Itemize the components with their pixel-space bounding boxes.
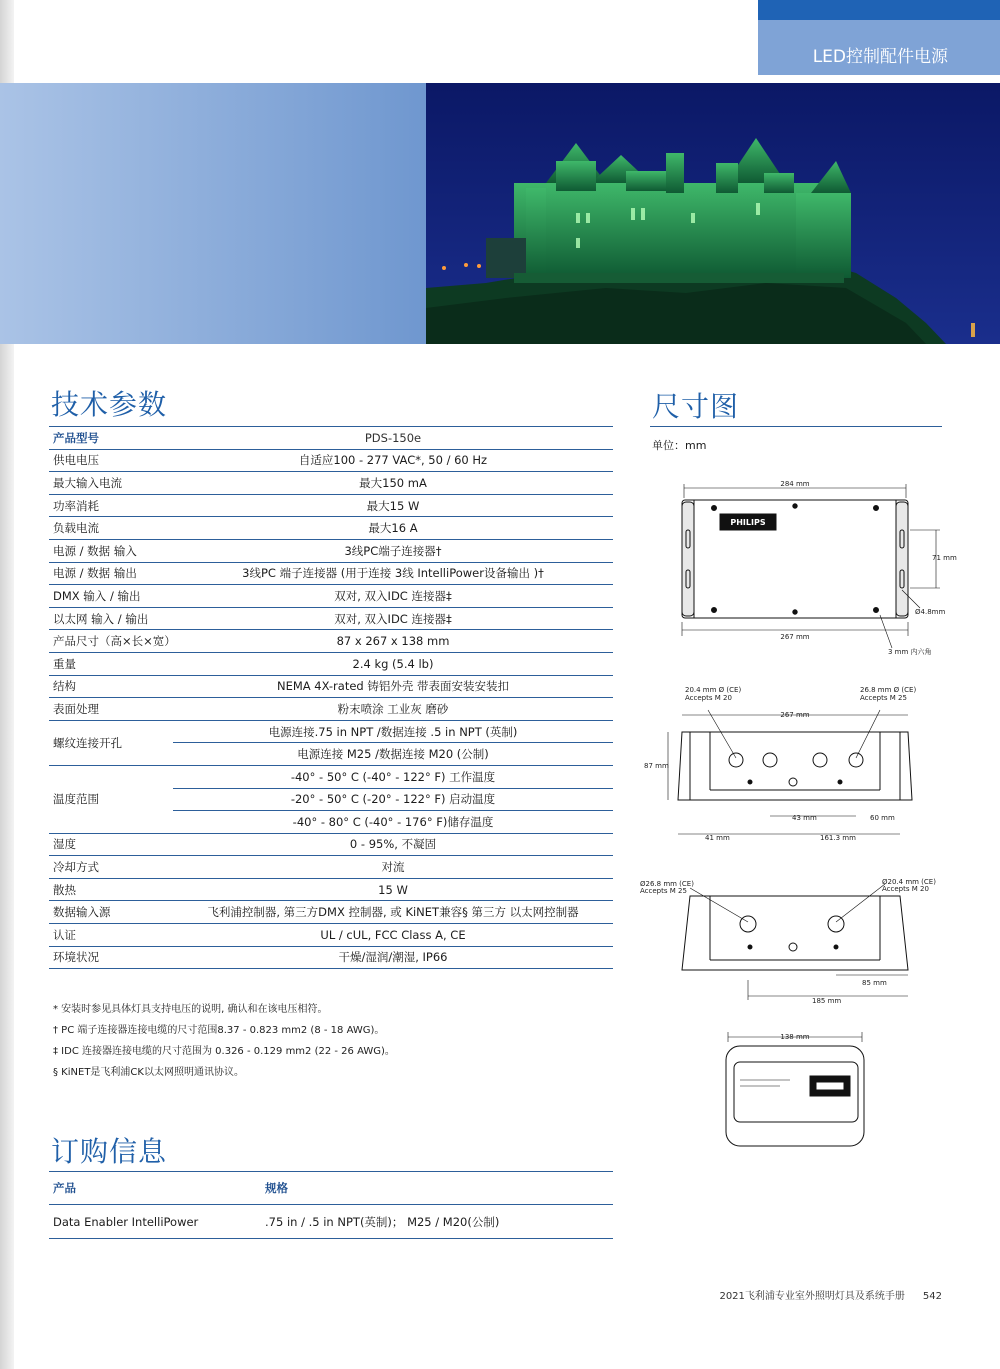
page-number: 542	[922, 1291, 942, 1302]
spec-key: 表面处理	[49, 698, 173, 721]
spec-value: PDS-150e	[173, 427, 613, 450]
table-row	[49, 946, 613, 969]
table-row	[49, 630, 613, 653]
footnote: § KiNET是飞利浦CK以太网照明通讯协议。	[53, 1067, 244, 1078]
dim-side-height: 87 mm	[644, 762, 669, 770]
footnote: * 安装时参见具体灯具支持电压的说明, 确认和在该电压相符。	[53, 1004, 328, 1015]
port-left-accepts: Accepts M 25	[640, 887, 687, 895]
spec-value: -40° - 80° C (-40° - 176° F)储存温度	[173, 811, 613, 834]
dim-85: 85 mm	[862, 979, 887, 987]
spec-value: 电源连接 M25 /数据连接 M20 (公制)	[173, 743, 613, 766]
table-row	[49, 494, 613, 517]
spec-value: -40° - 50° C (-40° - 122° F) 工作温度	[173, 765, 613, 788]
dim-185: 185 mm	[812, 997, 842, 1005]
spec-value: -20° - 50° C (-20° - 122° F) 启动温度	[173, 788, 613, 811]
category-label: LED控制配件电源	[812, 47, 948, 67]
spec-key: 认证	[49, 924, 173, 947]
table-row	[49, 562, 613, 585]
table-row	[49, 1205, 613, 1239]
spec-value: 最大16 A	[173, 517, 613, 540]
dim-43: 43 mm	[792, 814, 817, 822]
order-section-title: 订购信息	[51, 1135, 168, 1168]
banner-color-block	[0, 83, 426, 344]
table-row	[49, 924, 613, 947]
spec-value: 3线PC端子连接器†	[173, 539, 613, 562]
table-row	[49, 585, 613, 608]
spec-key: 湿度	[49, 833, 173, 856]
spec-key: 产品尺寸（高×长×宽）	[49, 630, 173, 653]
port-left-accepts: Accepts M 20	[685, 694, 732, 702]
spec-key: 电源 / 数据 输出	[49, 562, 173, 585]
dim-41: 41 mm	[705, 834, 730, 842]
spec-value: 自适应100 - 277 VAC*, 50 / 60 Hz	[173, 449, 613, 472]
spec-value: 双对, 双入IDC 连接器‡	[173, 607, 613, 630]
dim-top-base: 267 mm	[780, 633, 810, 641]
spec-footnotes	[53, 999, 395, 1083]
end-view	[726, 1032, 864, 1146]
port-right-accepts: Accepts M 20	[882, 885, 929, 893]
dim-side-length: 267 mm	[780, 711, 810, 719]
page-footer	[719, 1287, 942, 1302]
spec-value: 双对, 双入IDC 连接器‡	[173, 585, 613, 608]
spec-value: 干燥/湿润/潮湿, IP66	[173, 946, 613, 969]
table-header-row	[49, 1172, 613, 1205]
drawing-title-rule	[650, 426, 942, 427]
spec-key: 结构	[49, 675, 173, 698]
spec-table	[49, 426, 613, 969]
spec-value: 电源连接.75 in NPT /数据连接 .5 in NPT (英制)	[173, 720, 613, 743]
table-row	[49, 856, 613, 879]
dim-hex: 3 mm 内六角	[888, 648, 932, 656]
table-row	[49, 652, 613, 675]
table-row	[49, 901, 613, 924]
table-row	[49, 720, 613, 743]
spec-key: 环境状况	[49, 946, 173, 969]
dim-161: 161.3 mm	[820, 834, 856, 842]
spec-value: 3线PC 端子连接器 (用于连接 3线 IntelliPower设备输出 )†	[173, 562, 613, 585]
spec-key: 温度范围	[49, 765, 173, 833]
port-right-label: 26.8 mm Ø (CE)	[860, 686, 917, 694]
spec-section-title: 技术参数	[51, 388, 168, 421]
spec-value: 最大150 mA	[173, 472, 613, 495]
dim-hole: Ø4.8mm	[915, 608, 946, 616]
spec-value: UL / cUL, FCC Class A, CE	[173, 924, 613, 947]
spec-key: 冷却方式	[49, 856, 173, 879]
table-row	[49, 427, 613, 450]
order-spec: .75 in / .5 in NPT(英制)； M25 / M20(公制)	[261, 1205, 613, 1239]
port-left-label: 20.4 mm Ø (CE)	[685, 686, 742, 694]
spec-key: 数据输入源	[49, 901, 173, 924]
philips-logo: PHILIPS	[730, 518, 766, 527]
order-product: Data Enabler IntelliPower	[49, 1205, 261, 1239]
spec-value: 0 - 95%, 不凝固	[173, 833, 613, 856]
spec-value: 15 W	[173, 878, 613, 901]
table-row	[49, 449, 613, 472]
drawing-unit: 单位：mm	[652, 439, 707, 452]
table-row	[49, 607, 613, 630]
port-left-label: Ø26.8 mm (CE)	[640, 880, 694, 888]
footnote: ‡ IDC 连接器连接电缆的尺寸范围为 0.326 - 0.129 mm2 (22 - 26 AWG)。	[53, 1046, 395, 1057]
spec-value: 87 x 267 x 138 mm	[173, 630, 613, 653]
spec-key: 最大输入电流	[49, 472, 173, 495]
spec-value: 飞利浦控制器, 第三方DMX 控制器, 或 KiNET兼容§ 第三方 以太网控制器	[173, 901, 613, 924]
dim-60: 60 mm	[870, 814, 895, 822]
dimension-drawings	[630, 470, 960, 1160]
spec-key: 产品型号	[49, 427, 173, 450]
table-row	[49, 833, 613, 856]
spec-key: 螺纹连接开孔	[49, 720, 173, 765]
table-row	[49, 472, 613, 495]
spec-value: 粉末喷涂 工业灰 磨砂	[173, 698, 613, 721]
table-row	[49, 698, 613, 721]
col-spec-header: 规格	[261, 1172, 613, 1205]
top-view	[682, 484, 940, 648]
spec-key: 电源 / 数据 输入	[49, 539, 173, 562]
spec-value: NEMA 4X-rated 铸铝外壳 带表面安装安装扣	[173, 675, 613, 698]
dim-top-width: 284 mm	[780, 480, 810, 488]
port-right-label: Ø20.4 mm (CE)	[882, 878, 936, 886]
spec-value: 对流	[173, 856, 613, 879]
spec-key: 供电电压	[49, 449, 173, 472]
spec-key: 负载电流	[49, 517, 173, 540]
category-tab	[758, 0, 1000, 75]
table-row	[49, 765, 613, 788]
order-table	[49, 1171, 613, 1239]
drawing-section-title: 尺寸图	[652, 390, 740, 423]
spec-value: 2.4 kg (5.4 lb)	[173, 652, 613, 675]
footnote: † PC 端子连接器连接电缆的尺寸范围8.37 - 0.823 mm2 (8 - 18 AWG)。	[53, 1025, 385, 1036]
spec-key: DMX 输入 / 输出	[49, 585, 173, 608]
spec-key: 散热	[49, 878, 173, 901]
spec-key: 以太网 输入 / 输出	[49, 607, 173, 630]
table-row	[49, 675, 613, 698]
spec-key: 重量	[49, 652, 173, 675]
dim-end-width: 138 mm	[780, 1033, 810, 1041]
spec-value: 最大15 W	[173, 494, 613, 517]
castle-night-photo	[426, 83, 1000, 344]
port-right-accepts: Accepts M 25	[860, 694, 907, 702]
col-product-header: 产品	[49, 1172, 261, 1205]
catalog-title: 2021飞利浦专业室外照明灯具及系统手册	[719, 1291, 905, 1302]
dim-top-height: 71 mm	[932, 554, 957, 562]
table-row	[49, 878, 613, 901]
table-row	[49, 539, 613, 562]
spec-key: 功率消耗	[49, 494, 173, 517]
table-row	[49, 517, 613, 540]
